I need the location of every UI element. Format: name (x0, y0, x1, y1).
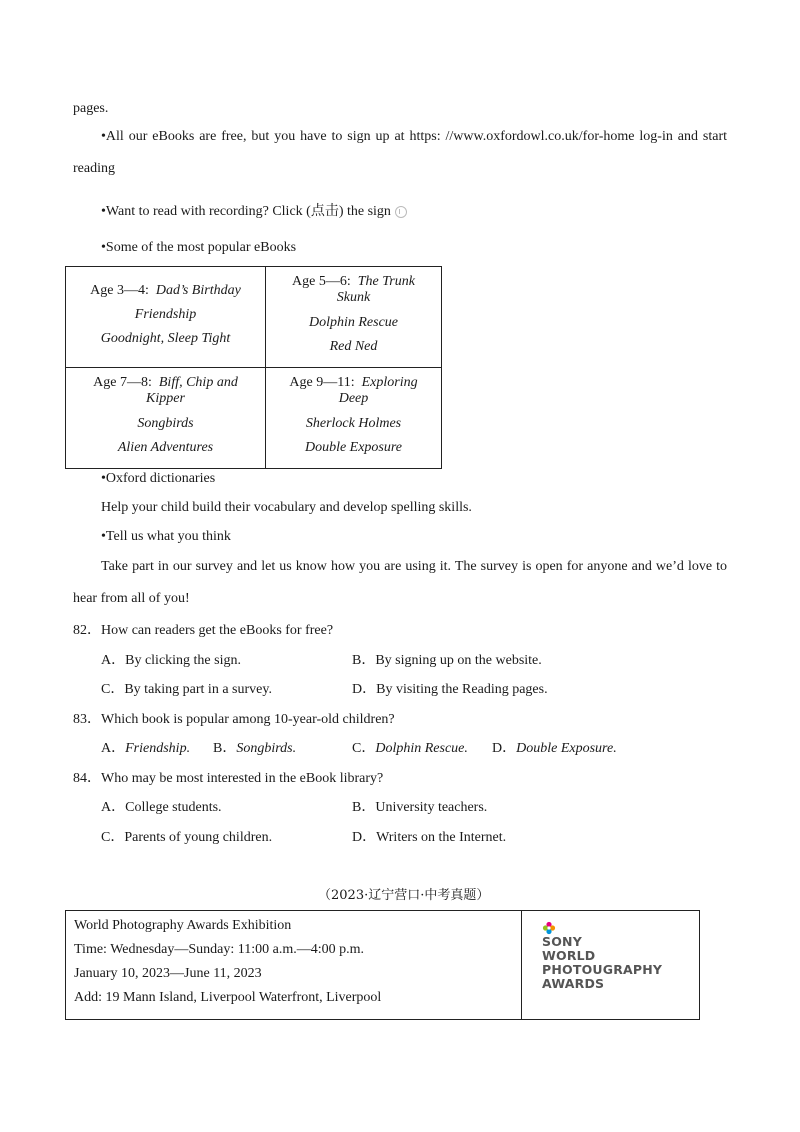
books-cell-age-9-11 (266, 368, 442, 469)
logo-line: SONY (542, 934, 582, 949)
book-title: Biff, Chip and (158, 375, 238, 390)
book-title: Dolphin Rescue (308, 315, 399, 330)
age-label: Age 9—11: (289, 375, 355, 390)
option-text: Songbirds. (236, 741, 297, 756)
option-text: Dolphin Rescue. (375, 741, 468, 756)
intro-pages-text: pages. (73, 101, 109, 116)
option-letter: B． (213, 741, 237, 756)
survey-heading: •Tell us what you think (101, 529, 231, 544)
option-82-b[interactable]: B．By signing up on the website. (352, 653, 542, 668)
question-83: 83．Which book is popular among 10-year-old children? (73, 712, 395, 727)
logo-line: WORLD (542, 948, 596, 963)
award-title: World Photography Awards Exhibition (74, 918, 292, 933)
book-title: Alien Adventures (117, 440, 214, 455)
option-letter: A． (101, 741, 126, 756)
option-82-a[interactable]: A．By clicking the sign. (101, 653, 241, 668)
survey-text: Take part in our survey and let us know how you are using it. The survey is open for anyone and we’d love to (101, 559, 727, 574)
book-title-cont: Deep (338, 391, 369, 406)
option-83-b[interactable] (213, 737, 296, 757)
age-label: Age 3—4: (90, 283, 149, 298)
popular-books-table (65, 266, 442, 469)
book-title-cont: Skunk (336, 290, 371, 305)
record-text: •Want to read with recording? Click (点击) the sign (101, 204, 391, 219)
popular-heading: •Some of the most popular eBooks (101, 240, 297, 255)
award-info-box (65, 910, 700, 1020)
question-84: 84．Who may be most interested in the eBook library? (73, 771, 384, 786)
logo-line: AWARDS (542, 976, 605, 991)
book-title: Red Ned (329, 339, 378, 354)
option-83-c[interactable] (352, 737, 468, 757)
speaker-sign-icon[interactable] (395, 206, 407, 218)
option-83-a[interactable] (101, 737, 190, 757)
sony-flower-logo-icon (542, 921, 556, 935)
book-title-cont: Kipper (146, 391, 185, 406)
book-title: The Trunk (357, 274, 415, 289)
option-84-a[interactable]: A．College students. (101, 800, 222, 815)
books-cell-age-3-4 (66, 267, 266, 368)
intro-free-line: •All our eBooks are free, but you have to sign up at https: //www.oxfordowl.co.uk/for-home log-in and start (101, 129, 727, 144)
option-84-b[interactable]: B．University teachers. (352, 800, 488, 815)
question-82: 82．How can readers get the eBooks for free? (73, 623, 334, 638)
book-title: Friendship (134, 307, 197, 322)
award-time: Time: Wednesday—Sunday: 11:00 a.m.—4:00 p.m. (74, 942, 365, 957)
book-title: Sherlock Holmes (305, 416, 402, 431)
option-82-c[interactable]: C．By taking part in a survey. (101, 682, 272, 697)
book-title: Songbirds (137, 416, 194, 431)
option-84-c[interactable]: C．Parents of young children. (101, 830, 273, 845)
intro-free-line-end: reading (73, 161, 115, 176)
source-citation: （2023·辽宁营口·中考真题） (318, 888, 490, 903)
option-text: Double Exposure. (516, 741, 617, 756)
option-text: Friendship. (125, 741, 191, 756)
award-address: Add: 19 Mann Island, Liverpool Waterfront, Liverpool (74, 990, 382, 1005)
logo-line: PHOTOUGRAPHY (542, 962, 663, 977)
survey-text-end: hear from all of you! (73, 591, 190, 606)
book-title: Goodnight, Sleep Tight (100, 331, 231, 346)
option-84-d[interactable]: D．Writers on the Internet. (352, 830, 507, 845)
books-cell-age-7-8 (66, 368, 266, 469)
dictionaries-text: Help your child build their vocabulary and develop spelling skills. (101, 500, 472, 515)
book-title: Dad’s Birthday (155, 283, 241, 298)
dictionaries-heading: •Oxford dictionaries (101, 471, 216, 486)
box-divider (521, 911, 522, 1019)
age-label: Age 7—8: (93, 375, 152, 390)
option-83-d[interactable] (492, 737, 617, 757)
intro-record-line (101, 200, 407, 220)
age-label: Age 5—6: (292, 274, 351, 289)
book-title: Double Exposure (304, 440, 403, 455)
option-letter: D． (492, 741, 517, 756)
award-dates: January 10, 2023—June 11, 2023 (74, 966, 262, 981)
books-cell-age-5-6 (266, 267, 442, 368)
option-letter: C． (352, 741, 376, 756)
book-title: Exploring (361, 375, 418, 390)
option-82-d[interactable]: D．By visiting the Reading pages. (352, 682, 548, 697)
